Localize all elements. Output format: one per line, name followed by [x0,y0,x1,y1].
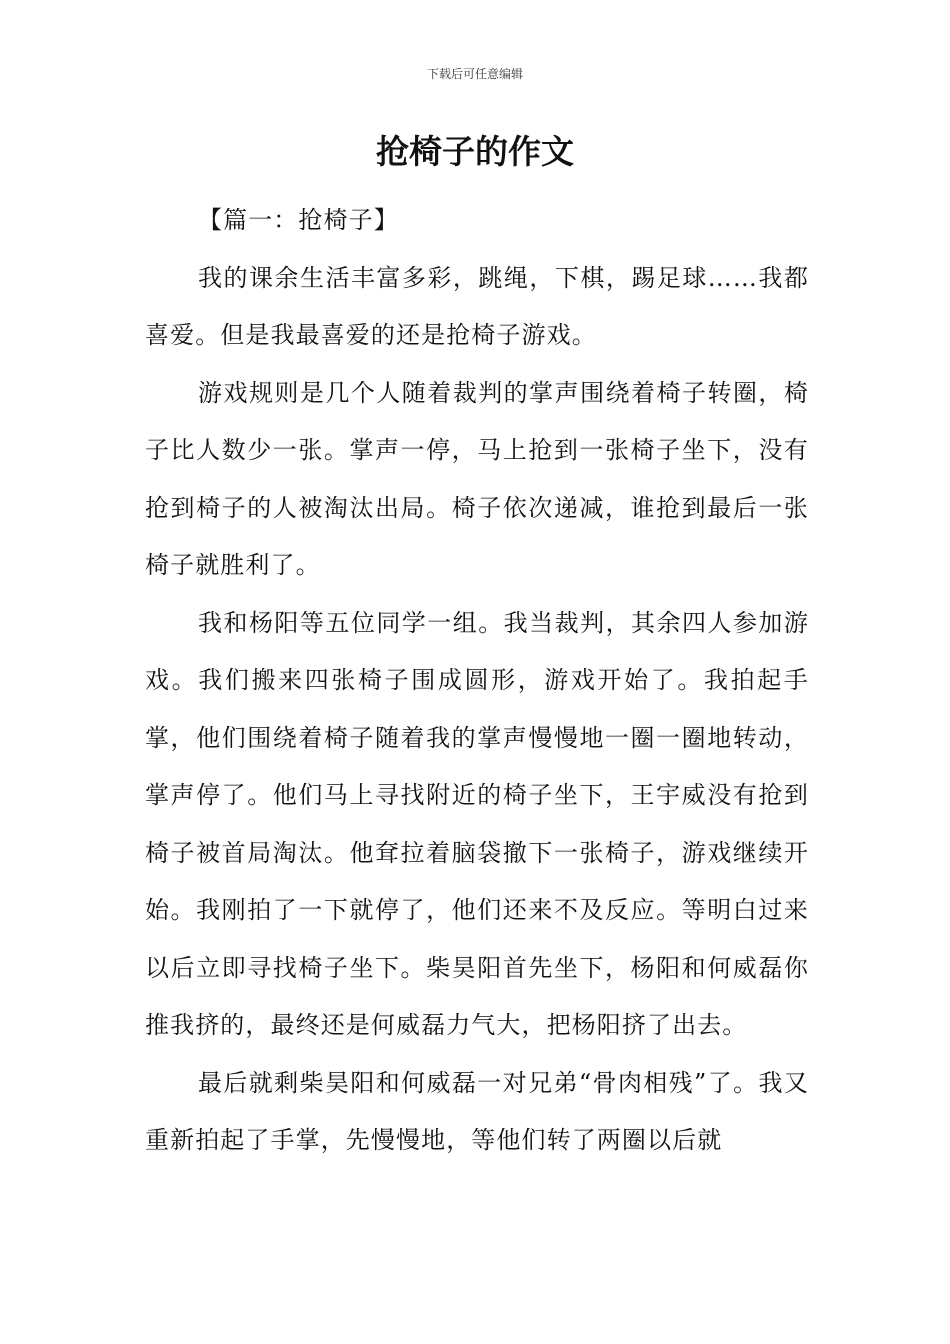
section-label: 【篇一：抢椅子】 [198,206,399,234]
paragraph: 最后就剩柴昊阳和何威磊一对兄弟“骨肉相残”了。我又重新拍起了手掌，先慢慢地，等他们转了两圈以后就 [145,1068,809,1154]
header-note: 下载后可任意编辑 [426,67,523,81]
paragraph: 游戏规则是几个人随着裁判的掌声围绕着椅子转圈，椅子比人数少一张。掌声一停，马上抢到一张椅子坐下，没有抢到椅子的人被淘汰出局。椅子依次递减，谁抢到最后一张椅子就胜利了。 [145,378,809,579]
page-title: 抢椅子的作文 [376,132,574,171]
essay-body [145,192,809,1170]
paragraph: 我和杨阳等五位同学一组。我当裁判，其余四人参加游戏。我们搬来四张椅子围成圆形，游戏开始了。我拍起手掌，他们围绕着椅子随着我的掌声慢慢地一圈一圈地转动，掌声停了。他们马上寻找附近的椅子坐下，王宇威没有抢到椅子被首局淘汰。他耷拉着脑袋撤下一张椅子，游戏继续开始。我刚拍了一下就停了，他们还来不及反应。等明白过来以后立即寻找椅子坐下。柴昊阳首先坐下，杨阳和何威磊你推我挤的，最终还是何威磊力气大，把杨阳挤了出去。 [145,608,809,1039]
paragraph: 我的课余生活丰富多彩，跳绳，下棋，踢足球……我都喜爱。但是我最喜爱的还是抢椅子游戏。 [145,263,809,349]
